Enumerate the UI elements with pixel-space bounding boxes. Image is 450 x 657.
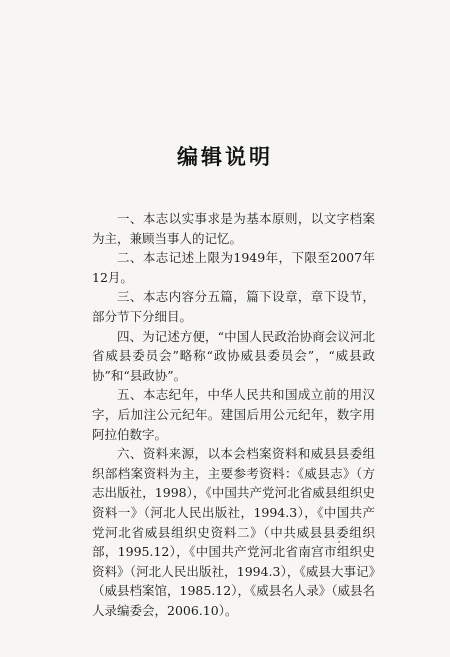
paragraph-4: 四、为记述方便，“中国人民政治协商会议河北省威县委员会”略称“政协威县委员会”，“威县政协”和“县政协”。 <box>92 328 375 383</box>
paragraph-1: 一、本志以实事求是为基本原则，以文字档案为主，兼顾当事人的记忆。 <box>92 211 375 246</box>
paragraph-6: 六、资料来源，以本会档案资料和威县县委组织部档案资料为主，主要参考资料：《威县志》（方志出版社，1998），《中国共产党河北省威县组织史资料一》（河北人民出版社，1994.3），《中国共产党河北省威县组织史资料二》（中共威县县委组织部，1995.12），《中国共产党河北省南宫市组织史资料》（河北人民出版社，1994.3），《威县大事记》（威县档案馆，1985.12），《威县名人录》（威县名人录编委会，2006.10）。 <box>92 446 375 618</box>
document-body <box>92 209 375 620</box>
page-title: 编辑说明 <box>177 145 273 169</box>
paragraph-5: 五、本志纪年，中华人民共和国成立前的用汉字，后加注公元纪年。建国后用公元纪年，数字用阿拉伯数字。 <box>92 387 375 442</box>
paragraph-2: 二、本志记述上限为1949年，下限至2007年12月。 <box>92 250 375 285</box>
scan-speck <box>338 541 340 543</box>
paragraph-3: 三、本志内容分五篇，篇下设章，章下设节，部分节下分细目。 <box>92 289 375 324</box>
